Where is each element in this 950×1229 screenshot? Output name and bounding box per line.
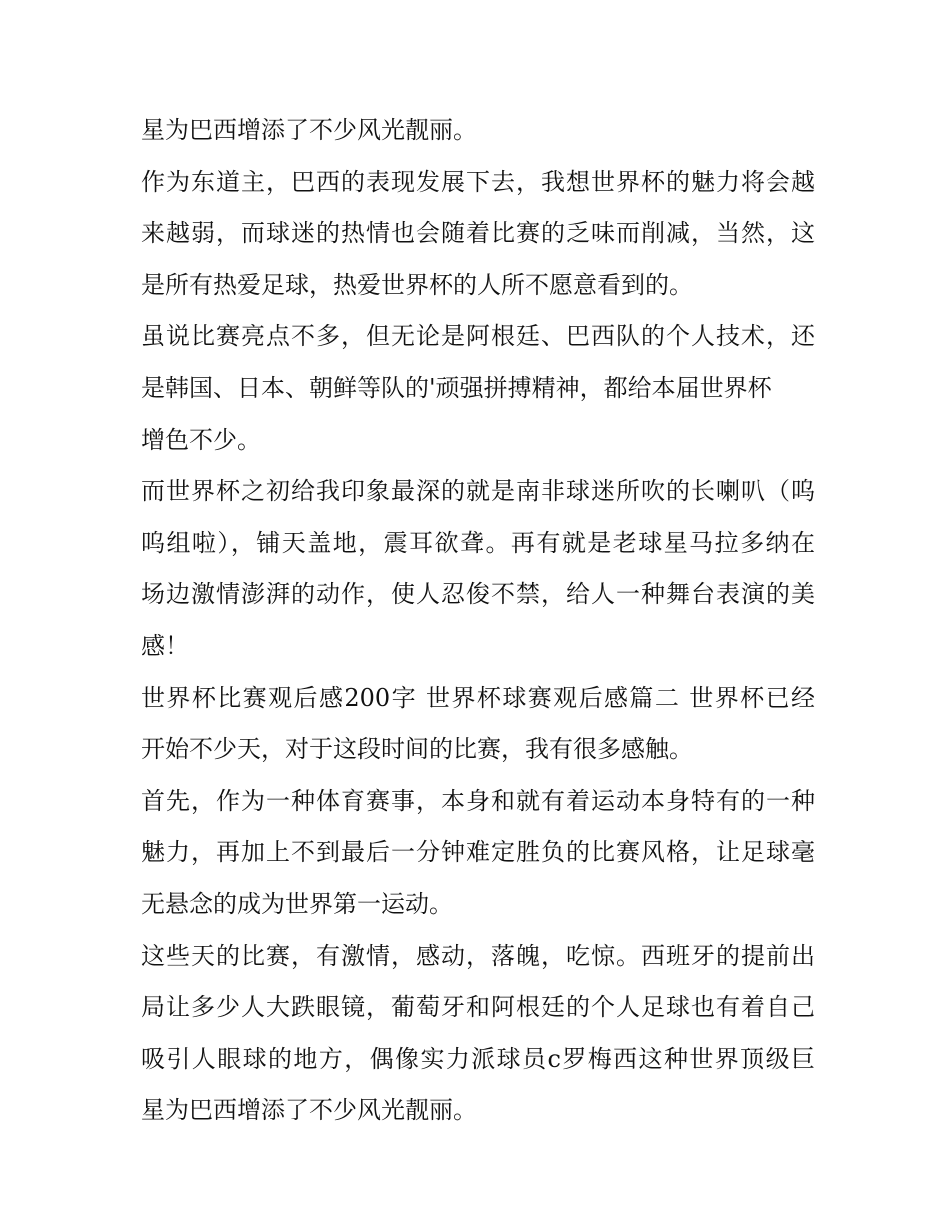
text-line: 场边激情澎湃的动作，使人忍俊不禁，给人一种舞台表演的美: [141, 580, 815, 609]
text-line: 世界杯比赛观后感200字 世界杯球赛观后感篇二 世界杯已经: [141, 683, 815, 712]
text-line: 增色不少。: [141, 425, 261, 454]
document-body: [141, 108, 815, 1140]
text-line: 魅力，再加上不到最后一分钟难定胜负的比赛风格，让足球毫: [141, 838, 815, 867]
text-line: 局让多少人大跌眼镜，葡萄牙和阿根廷的个人足球也有着自己: [141, 993, 815, 1022]
text-line: 首先，作为一种体育赛事，本身和就有着运动本身特有的一种: [141, 786, 815, 815]
text-line: 来越弱，而球迷的热情也会随着比赛的乏味而削减，当然，这: [141, 219, 815, 248]
text-line: 这些天的比赛，有激情，感动，落魄，吃惊。西班牙的提前出: [141, 941, 815, 970]
text-line: 吸引人眼球的地方，偶像实力派球员c罗梅西这种世界顶级巨: [141, 1044, 815, 1073]
text-line: 是所有热爱足球，热爱世界杯的人所不愿意看到的。: [141, 270, 693, 299]
text-line: 开始不少天，对于这段时间的比赛，我有很多感触。: [141, 735, 693, 764]
text-line: 而世界杯之初给我印象最深的就是南非球迷所吹的长喇叭（呜: [141, 477, 815, 506]
text-line: 感！: [141, 631, 189, 660]
text-line: 星为巴西增添了不少风光靓丽。: [141, 116, 477, 144]
text-line: 是韩国、日本、朝鲜等队的'顽强拼搏精神，都给本届世界杯: [141, 373, 772, 402]
text-line: 作为东道主，巴西的表现发展下去，我想世界杯的魅力将会越: [141, 167, 815, 196]
text-line: 虽说比赛亮点不多，但无论是阿根廷、巴西队的个人技术，还: [141, 322, 815, 351]
text-line: 星为巴西增添了不少风光靓丽。: [141, 1096, 477, 1125]
text-line: 呜组啦），铺天盖地，震耳欲聋。再有就是老球星马拉多纳在: [141, 528, 815, 557]
text-line: 无悬念的成为世界第一运动。: [141, 889, 453, 918]
